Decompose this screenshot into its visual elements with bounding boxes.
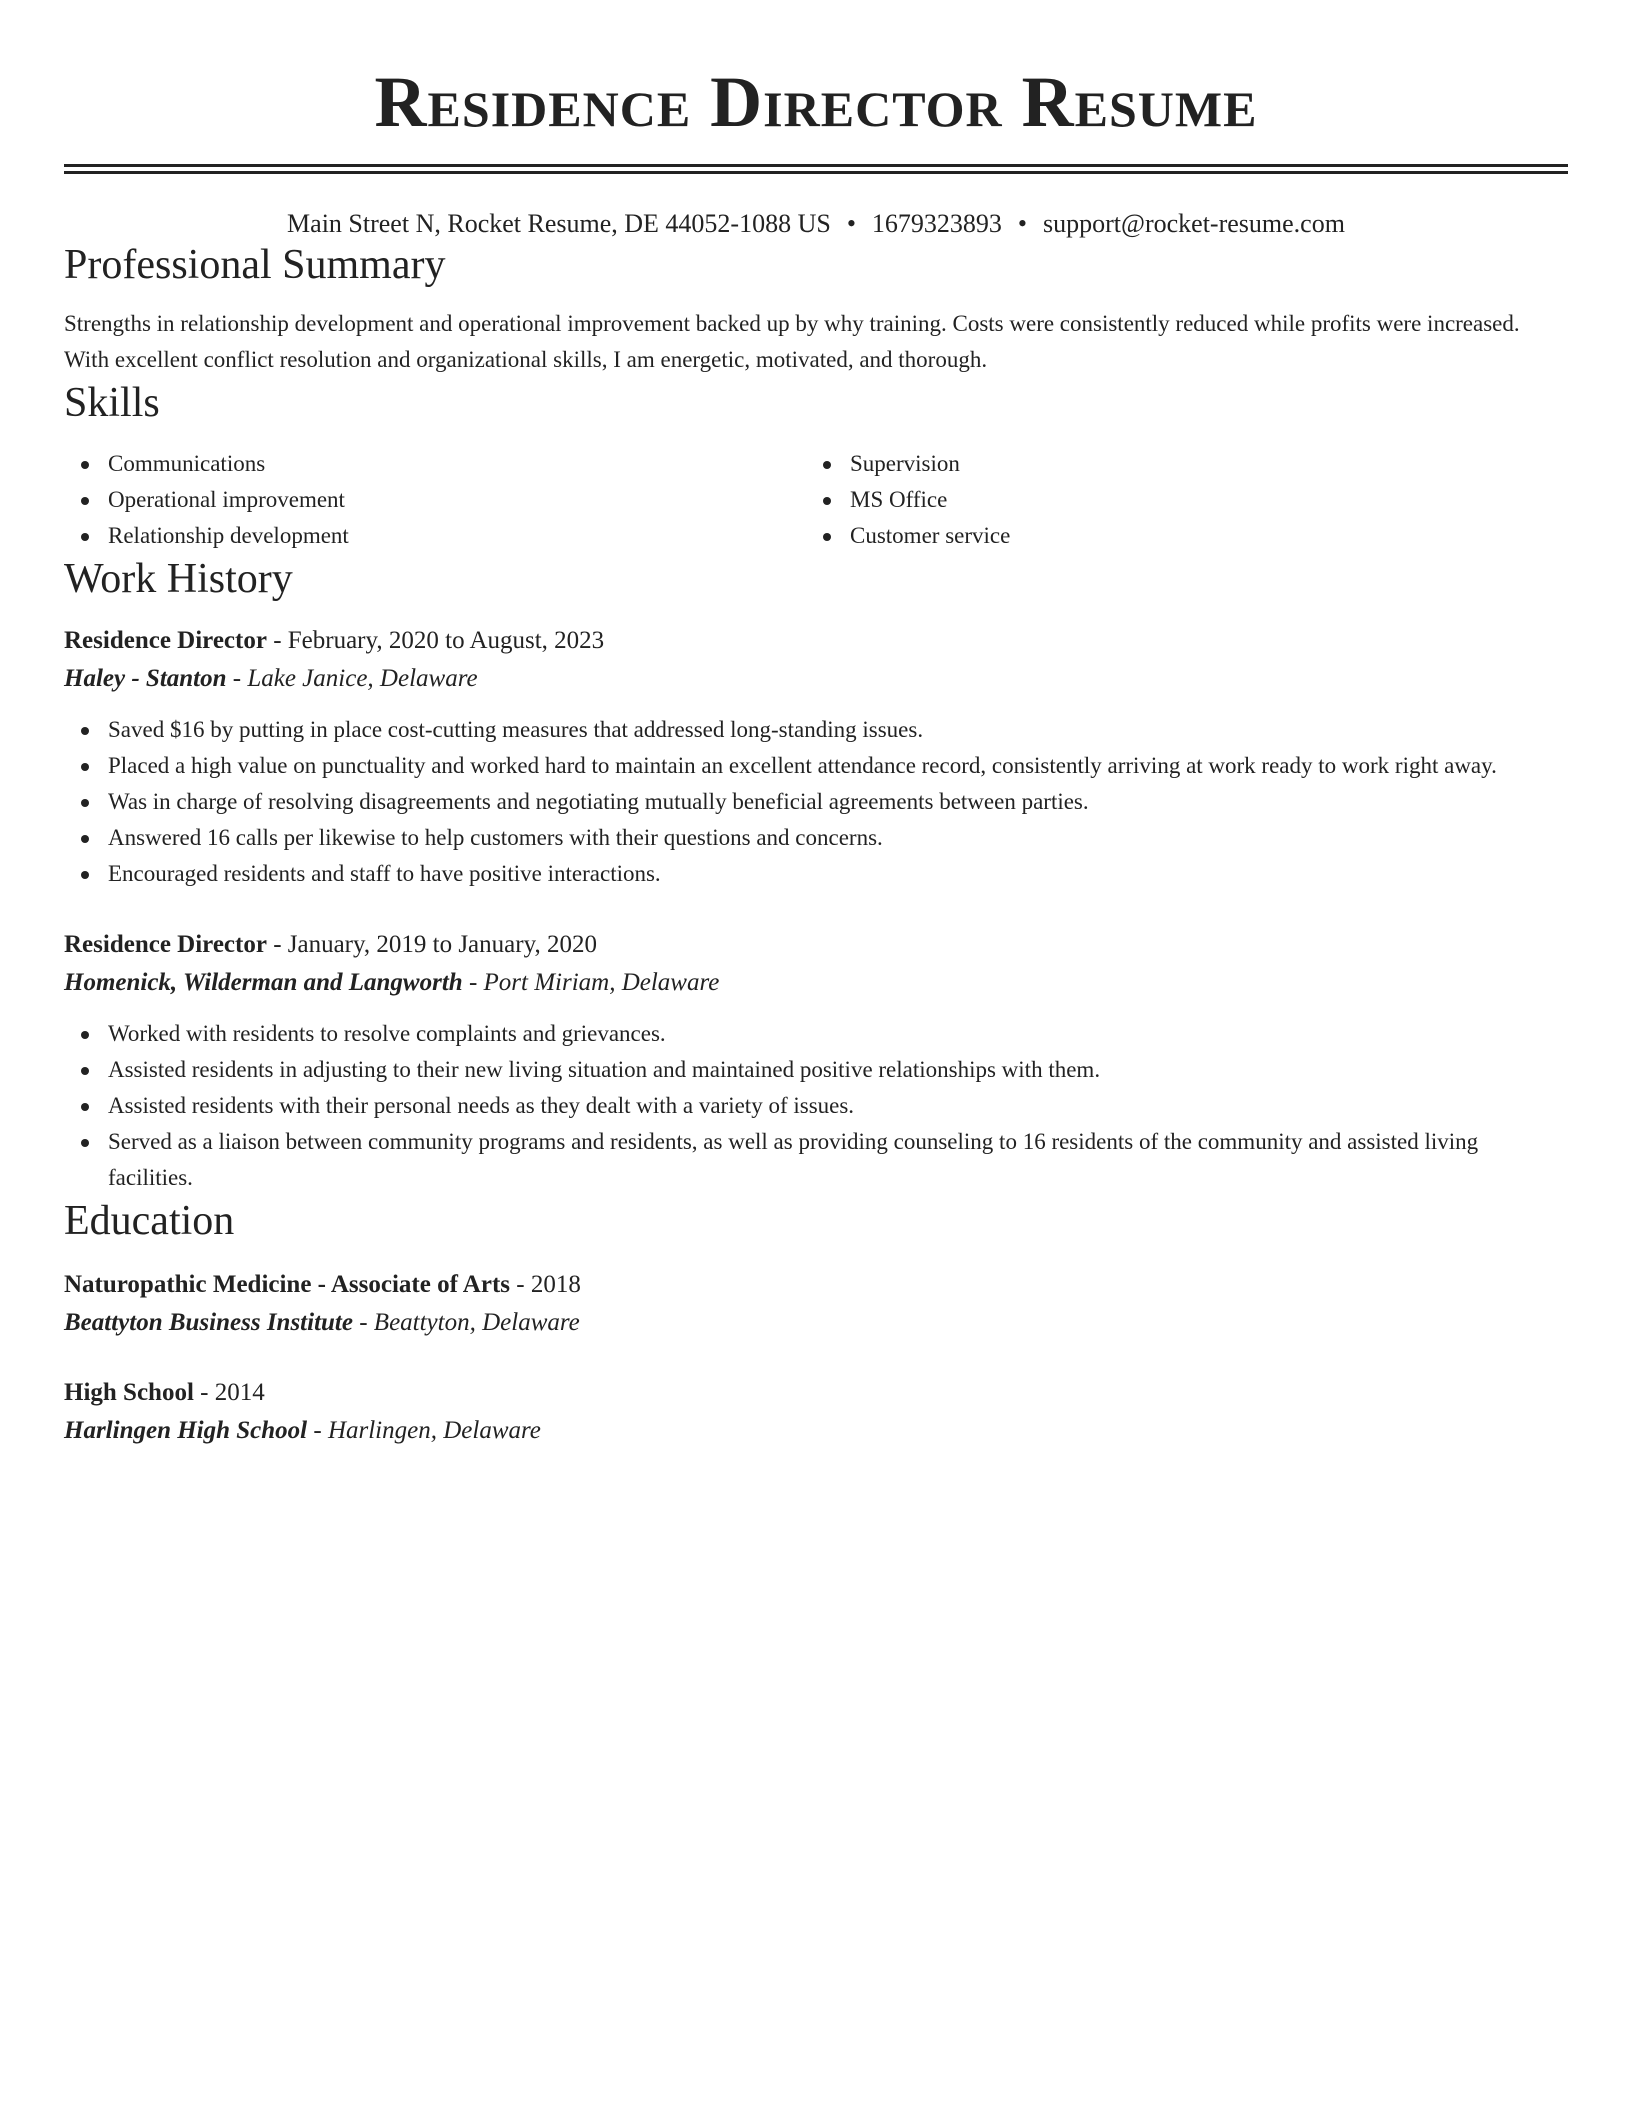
education-heading: Education (64, 1198, 235, 1244)
job-bullet: Placed a high value on punctuality and worked hard to maintain an excellent attendance record, consistently arriving at work ready to work right away. (64, 748, 1568, 784)
title-divider (64, 164, 1568, 174)
education-degree: Naturopathic Medicine - Associate of Arts (64, 1271, 511, 1298)
job-location: - Lake Janice, Delaware (226, 665, 478, 692)
education-school: Harlingen High School (64, 1417, 308, 1444)
contact-separator: • (846, 209, 856, 238)
job-bullets (64, 712, 1568, 892)
contact-address: Main Street N, Rocket Resume, DE 44052-1088 US (287, 209, 831, 238)
job-company: Homenick, Wilderman and Langworth (64, 969, 463, 996)
job-bullet: Assisted residents in adjusting to their new living situation and maintained positive relationships with them. (64, 1052, 1568, 1088)
skill-item: MS Office (806, 482, 1548, 518)
job-title-line (64, 926, 1568, 964)
education-school-line (64, 1412, 1568, 1450)
job-bullet: Worked with residents to resolve complaints and grievances. (64, 1016, 1568, 1052)
job-bullet: Encouraged residents and staff to have positive interactions. (64, 856, 1568, 892)
education-degree: High School (64, 1379, 194, 1406)
education-degree-line (64, 1374, 1568, 1412)
job-title: Residence Director (64, 627, 267, 654)
skills-heading: Skills (64, 380, 160, 426)
job-bullets (64, 1016, 1568, 1196)
job-bullet: Served as a liaison between community programs and residents, as well as providing counseling to 16 residents of the community and assisted living facilities. (64, 1124, 1568, 1196)
job-entry (64, 926, 1568, 1196)
job-company: Haley - Stanton (64, 665, 227, 692)
summary-text: Strengths in relationship development and operational improvement backed up by why training. Costs were consistently reduced while profits were increased. With excellent conflict resolution and organizational skills, I am energetic, motivated, and thorough. (64, 311, 1520, 372)
job-company-line (64, 660, 1568, 698)
job-bullet: Assisted residents with their personal needs as they dealt with a variety of issues. (64, 1088, 1568, 1124)
skill-item: Supervision (806, 446, 1548, 482)
skill-item: Communications (64, 446, 806, 482)
contact-phone: 1679323893 (871, 209, 1002, 238)
education-school: Beattyton Business Institute (64, 1309, 353, 1336)
job-bullet: Was in charge of resolving disagreements and negotiating mutually beneficial agreements between parties. (64, 784, 1568, 820)
resume-title: Residence Director Resume (374, 62, 1258, 142)
contact-separator: • (1017, 209, 1028, 238)
work-history-heading: Work History (64, 556, 293, 602)
job-location: - Port Miriam, Delaware (462, 969, 720, 996)
skills-column-right (806, 446, 1548, 554)
education-year: - 2014 (193, 1379, 265, 1406)
education-location: - Harlingen, Delaware (307, 1417, 541, 1444)
skills-list (64, 446, 1568, 554)
education-entry (64, 1266, 1568, 1342)
education-location: - Beattyton, Delaware (352, 1309, 580, 1336)
summary-heading: Professional Summary (64, 242, 446, 288)
skills-column-left (64, 446, 806, 554)
education-degree-line (64, 1266, 1568, 1304)
skill-item: Relationship development (64, 518, 806, 554)
education-school-line (64, 1304, 1568, 1342)
education-entry (64, 1374, 1568, 1450)
skill-item: Operational improvement (64, 482, 806, 518)
contact-line (64, 208, 1568, 240)
job-bullet: Saved $16 by putting in place cost-cutting measures that addressed long-standing issues. (64, 712, 1568, 748)
job-dates: - January, 2019 to January, 2020 (266, 931, 597, 958)
education-year: - 2018 (510, 1271, 581, 1298)
job-dates: - February, 2020 to August, 2023 (266, 627, 605, 654)
job-entry (64, 622, 1568, 892)
contact-email: support@rocket-resume.com (1043, 209, 1345, 238)
skill-item: Customer service (806, 518, 1548, 554)
job-title: Residence Director (64, 931, 267, 958)
job-bullet: Answered 16 calls per likewise to help customers with their questions and concerns. (64, 820, 1568, 856)
job-title-line (64, 622, 1568, 660)
job-company-line (64, 964, 1568, 1002)
